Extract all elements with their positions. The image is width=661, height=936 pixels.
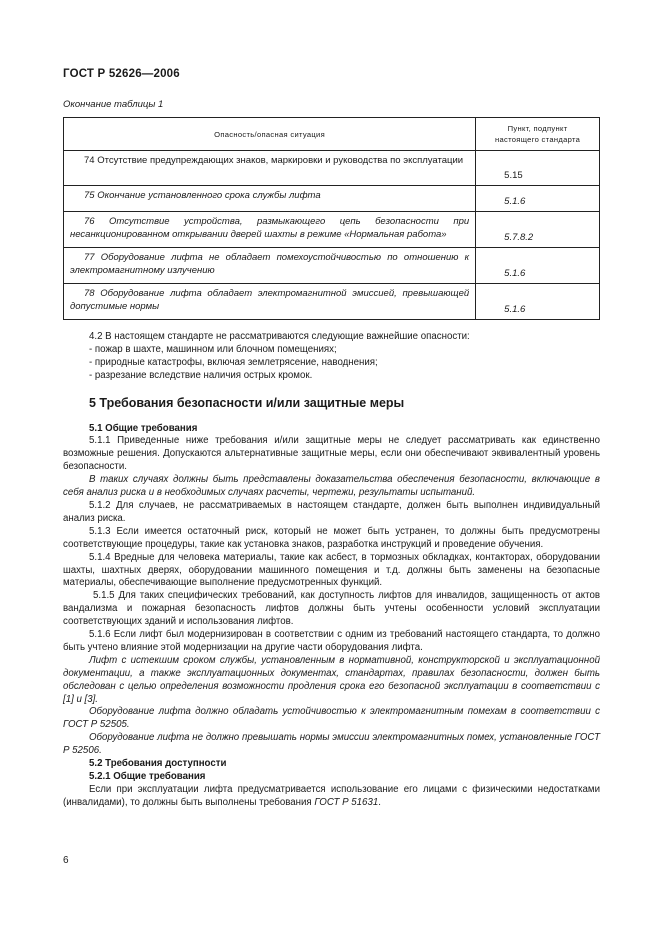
subsection-title-5-1: 5.1 Общие требования: [89, 422, 198, 434]
paragraph-4-2: 4.2 В настоящем стандарте не рассматриваются следующие важнейшие опасности:: [89, 331, 470, 342]
column-header-clause-line1: Пункт, подпункт: [507, 124, 568, 133]
table-caption: Окончание таблицы 1: [63, 99, 164, 110]
section-title: 5 Требования безопасности и/или защитные меры: [89, 395, 405, 410]
table-row: [64, 151, 600, 186]
table-row: [64, 186, 600, 212]
paragraph-5-1-4: 5.1.4 Вредные для человека материалы, такие как асбест, в тормозных обкладках, контакторах, оборудовании шахты, шахтных дверях, оборудовании машинного помещения и т.д. должны быть заменены на безопасные материалы, обеспечивающие выполнение предусмотренных функций.: [63, 551, 600, 589]
paragraph-5-1-1: 5.1.1 Приведенные ниже требования и/или защитные меры не следует рассматривать как единственно возможные решения. Допускаются альтернативные защитные меры, если они обеспечивают эквивалентный уровень безопасности.: [63, 435, 600, 473]
subsection-title-5-2-1: 5.2.1 Общие требования: [89, 771, 206, 782]
page-number: 6: [63, 855, 69, 866]
table-row: [64, 284, 600, 320]
clause-cell: 5.15: [476, 151, 600, 186]
paragraph-5-1-6-italic-2: Оборудование лифта должно обладать устойчивостью к электромагнитным помехам в соответствии с ГОСТ Р 52505.: [63, 706, 600, 731]
paragraph-5-1-1-italic: В таких случаях должны быть представлены доказательства обеспечения безопасности, включающие в себя анализ риска и в необходимых случаях расчеты, чертежи, результаты испытаний.: [63, 474, 600, 499]
hazards-table: [63, 117, 600, 320]
paragraph-5-1-6-italic-3: Оборудование лифта не должно превышать нормы эмиссии электромагнитных помех, установленные ГОСТ Р 52506.: [63, 732, 600, 757]
paragraph-5-1-6-italic-1: Лифт с истекшим сроком службы, установленным в нормативной, конструкторской и эксплуатационной документации, а также эксплуатационных документах, стандартах, правилах безопасности, должен быть обследован с целью определения возможности продления срока его безопасной эксплуатации в соответствии с [1] и [3].: [63, 654, 600, 705]
clause-cell: 5.1.6: [476, 284, 600, 320]
table-row: [64, 248, 600, 284]
paragraph-5-1-2: 5.1.2 Для случаев, не рассматриваемых в настоящем стандарте, должен быть выполнен индивидуальный анализ риска.: [63, 499, 600, 524]
paragraph-5-2-1: [63, 784, 600, 810]
bullet-item: - пожар в шахте, машинном или блочном помещениях;: [89, 343, 337, 355]
clause-cell: 5.1.6: [476, 248, 600, 284]
document-code: ГОСТ Р 52626—2006: [63, 68, 180, 80]
table-row: [64, 212, 600, 248]
hazard-cell: 74 Отсутствие предупреждающих знаков, маркировки и руководства по эксплуатации: [84, 155, 464, 166]
paragraph-5-1-3: 5.1.3 Если имеется остаточный риск, который не может быть устранен, то должны быть предусмотрены соответствующие процедуры, такие как установка знаков, разработка инструкций и проведение обучения.: [63, 525, 600, 550]
standard-reference: ГОСТ Р 51631: [314, 796, 379, 808]
paragraph-5-1-6: 5.1.6 Если лифт был модернизирован в соответствии с одним из требований настоящего стандарта, то должно быть учтено влияние этой модернизации на другие части оборудования лифта.: [63, 629, 600, 653]
clause-cell: 5.1.6: [476, 186, 600, 212]
clause-cell: 5.7.8.2: [476, 212, 600, 248]
paragraph-5-2-1-text: Если при эксплуатации лифта предусматривается использование его лицами с физическими недостатками (инвалидами), то должны быть выполнены требования: [63, 783, 600, 808]
paragraph-5-1-5: 5.1.5 Для таких специфических требований, как доступность лифтов для инвалидов, защищенность от актов вандализма и пожарная безопасность лифтов должны быть учтены особенности условий эксплуатации соответствующих зданий и использования лифтов.: [63, 590, 600, 628]
paragraph-5-2-1-end: .: [378, 796, 381, 808]
bullet-item: - разрезание вследствие наличия острых кромок.: [89, 369, 313, 381]
document-body: [63, 331, 600, 810]
column-header-clause: [476, 118, 600, 151]
table-header-row: [64, 118, 600, 151]
column-header-clause-line2: настоящего стандарта: [494, 135, 581, 144]
hazard-cell: 75 Окончание установленного срока службы лифта: [84, 190, 321, 201]
bullet-item: - природные катастрофы, включая землетрясение, наводнения;: [89, 356, 378, 368]
hazard-cell: 77 Оборудование лифта не обладает помехоустойчивостью по отношению к электромагнитному излучению: [70, 252, 470, 276]
subsection-title-5-2: 5.2 Требования доступности: [89, 758, 227, 770]
column-header-hazard: Опасность/опасная ситуация: [64, 118, 476, 151]
hazard-cell: 76 Отсутствие устройства, размыкающего цепь безопасности при несанкционированном открывании дверей шахты в режиме «Нормальная работа»: [70, 216, 470, 240]
hazard-cell: 78 Оборудование лифта обладает электромагнитной эмиссией, превышающей допустимые нормы: [70, 288, 470, 312]
